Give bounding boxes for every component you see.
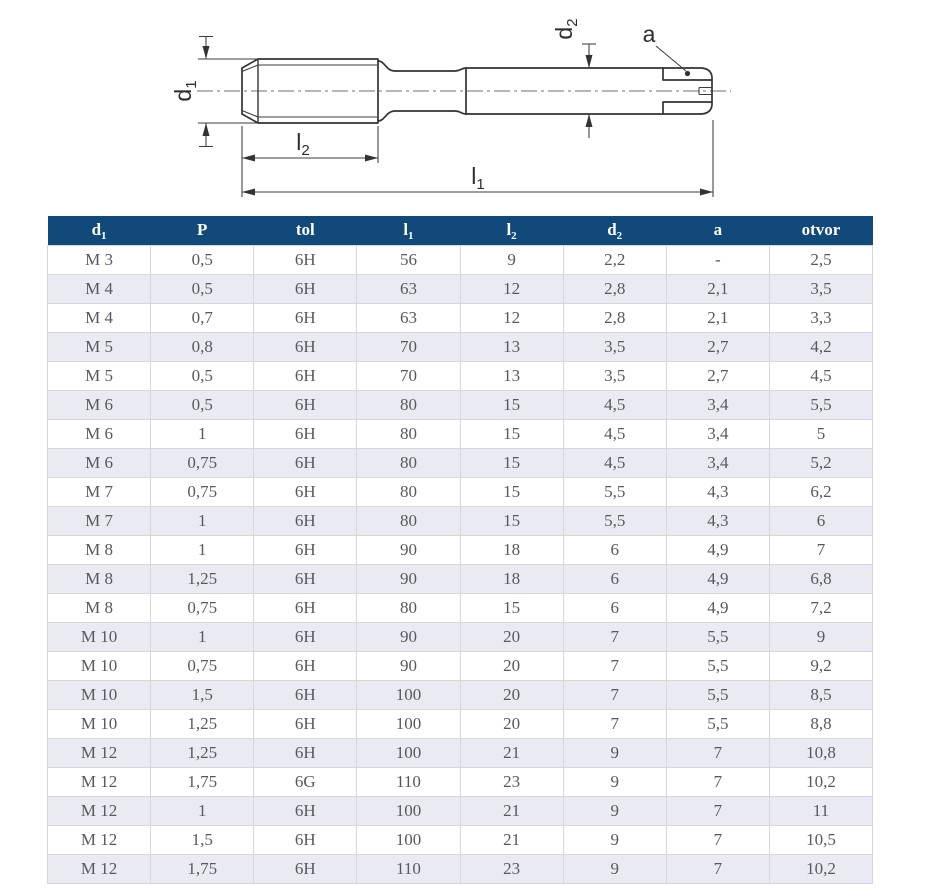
cell-l1: 90 — [357, 536, 460, 565]
header-row — [48, 216, 873, 246]
col-header-l1: $l_1$ — [357, 216, 460, 246]
cell-d1: M 6 — [48, 391, 151, 420]
cell-a: 3,4 — [666, 449, 769, 478]
cell-d2: 3,5 — [563, 362, 666, 391]
table-row — [48, 652, 873, 681]
cell-d1: M 8 — [48, 536, 151, 565]
table-row — [48, 565, 873, 594]
table-row — [48, 478, 873, 507]
label-d1: $d_1$ — [170, 80, 200, 102]
cell-p: 1,25 — [151, 739, 254, 768]
cell-p: 0,7 — [151, 304, 254, 333]
cell-l1: 80 — [357, 507, 460, 536]
cell-tol: 6H — [254, 855, 357, 884]
cell-a: 2,7 — [666, 362, 769, 391]
col-header-d1: $d_1$ — [48, 216, 151, 246]
cell-otvor: 8,5 — [769, 681, 872, 710]
dim-d2 — [551, 18, 596, 138]
cell-d2: 9 — [563, 739, 666, 768]
cell-l1: 100 — [357, 739, 460, 768]
cell-l1: 100 — [357, 826, 460, 855]
cell-d2: 7 — [563, 710, 666, 739]
cell-tol: 6H — [254, 652, 357, 681]
cell-d1: M 12 — [48, 739, 151, 768]
cell-l2: 12 — [460, 304, 563, 333]
cell-d2: 9 — [563, 797, 666, 826]
cell-p: 0,75 — [151, 594, 254, 623]
cell-d2: 7 — [563, 681, 666, 710]
table-row — [48, 246, 873, 275]
cell-tol: 6H — [254, 362, 357, 391]
table-row — [48, 275, 873, 304]
tap-technical-drawing — [0, 0, 925, 212]
col-header-p: P — [151, 216, 254, 246]
cell-a: 5,5 — [666, 623, 769, 652]
cell-otvor: 6,8 — [769, 565, 872, 594]
cell-tol: 6H — [254, 623, 357, 652]
cell-l2: 23 — [460, 768, 563, 797]
cell-p: 1,25 — [151, 710, 254, 739]
cell-d2: 9 — [563, 855, 666, 884]
cell-d2: 6 — [563, 594, 666, 623]
cell-d2: 7 — [563, 652, 666, 681]
cell-d1: M 8 — [48, 594, 151, 623]
cell-otvor: 8,8 — [769, 710, 872, 739]
cell-a: 5,5 — [666, 681, 769, 710]
cell-tol: 6H — [254, 739, 357, 768]
cell-p: 1 — [151, 420, 254, 449]
col-header-a: a — [666, 216, 769, 246]
cell-l1: 100 — [357, 797, 460, 826]
cell-l2: 21 — [460, 739, 563, 768]
cell-l1: 80 — [357, 391, 460, 420]
cell-p: 1,5 — [151, 826, 254, 855]
cell-p: 1 — [151, 797, 254, 826]
cell-a: 4,3 — [666, 478, 769, 507]
cell-l1: 110 — [357, 768, 460, 797]
cell-tol: 6H — [254, 507, 357, 536]
cell-l2: 18 — [460, 536, 563, 565]
cell-d2: 2,8 — [563, 304, 666, 333]
cell-d1: M 5 — [48, 333, 151, 362]
cell-d2: 4,5 — [563, 420, 666, 449]
cell-p: 1,5 — [151, 681, 254, 710]
col-header-otvor: otvor — [769, 216, 872, 246]
cell-l2: 15 — [460, 478, 563, 507]
cell-otvor: 10,2 — [769, 855, 872, 884]
cell-d2: 2,8 — [563, 275, 666, 304]
cell-l2: 23 — [460, 855, 563, 884]
cell-tol: 6H — [254, 536, 357, 565]
cell-otvor: 10,2 — [769, 768, 872, 797]
table-row — [48, 623, 873, 652]
cell-tol: 6G — [254, 768, 357, 797]
cell-tol: 6H — [254, 275, 357, 304]
cell-a: 7 — [666, 768, 769, 797]
table-row — [48, 855, 873, 884]
cell-l2: 15 — [460, 391, 563, 420]
cell-p: 0,8 — [151, 333, 254, 362]
cell-d1: M 12 — [48, 768, 151, 797]
cell-p: 0,75 — [151, 652, 254, 681]
cell-l2: 21 — [460, 826, 563, 855]
cell-l1: 63 — [357, 304, 460, 333]
cell-otvor: 9,2 — [769, 652, 872, 681]
cell-p: 1,25 — [151, 565, 254, 594]
cell-d1: M 3 — [48, 246, 151, 275]
table-row — [48, 420, 873, 449]
cell-a: 7 — [666, 739, 769, 768]
table-row — [48, 449, 873, 478]
table-body — [48, 246, 873, 884]
cell-d2: 6 — [563, 565, 666, 594]
cell-a: - — [666, 246, 769, 275]
cell-a: 7 — [666, 797, 769, 826]
table-row — [48, 826, 873, 855]
cell-otvor: 11 — [769, 797, 872, 826]
leader-dot — [685, 71, 690, 76]
cell-d1: M 5 — [48, 362, 151, 391]
cell-l1: 80 — [357, 420, 460, 449]
cell-otvor: 6,2 — [769, 478, 872, 507]
cell-tol: 6H — [254, 681, 357, 710]
cell-d1: M 12 — [48, 797, 151, 826]
cell-tol: 6H — [254, 304, 357, 333]
cell-a: 5,5 — [666, 710, 769, 739]
cell-a: 7 — [666, 855, 769, 884]
cell-otvor: 9 — [769, 623, 872, 652]
cell-d2: 4,5 — [563, 391, 666, 420]
dim-l2 — [242, 126, 378, 197]
cell-p: 1,75 — [151, 855, 254, 884]
cell-tol: 6H — [254, 565, 357, 594]
spec-table — [47, 216, 873, 884]
cell-p: 0,75 — [151, 449, 254, 478]
cell-l1: 100 — [357, 710, 460, 739]
cell-a: 4,9 — [666, 565, 769, 594]
cell-l1: 70 — [357, 333, 460, 362]
cell-otvor: 10,8 — [769, 739, 872, 768]
label-l1: $l_1$ — [471, 163, 485, 193]
cell-otvor: 7 — [769, 536, 872, 565]
cell-a: 5,5 — [666, 652, 769, 681]
cell-d1: M 10 — [48, 652, 151, 681]
cell-p: 0,5 — [151, 362, 254, 391]
cell-otvor: 5,5 — [769, 391, 872, 420]
table-row — [48, 536, 873, 565]
cell-l2: 15 — [460, 507, 563, 536]
cell-d1: M 6 — [48, 420, 151, 449]
cell-otvor: 4,5 — [769, 362, 872, 391]
cell-tol: 6H — [254, 594, 357, 623]
table-row — [48, 739, 873, 768]
cell-d2: 4,5 — [563, 449, 666, 478]
cell-d1: M 4 — [48, 275, 151, 304]
cell-l1: 56 — [357, 246, 460, 275]
table-row — [48, 391, 873, 420]
cell-d1: M 10 — [48, 710, 151, 739]
cell-otvor: 3,5 — [769, 275, 872, 304]
cell-l1: 110 — [357, 855, 460, 884]
cell-otvor: 5,2 — [769, 449, 872, 478]
cell-d1: M 8 — [48, 565, 151, 594]
cell-d2: 5,5 — [563, 478, 666, 507]
cell-d2: 3,5 — [563, 333, 666, 362]
cell-tol: 6H — [254, 449, 357, 478]
table-row — [48, 594, 873, 623]
cell-a: 4,9 — [666, 594, 769, 623]
col-header-l2: $l_2$ — [460, 216, 563, 246]
cell-l2: 20 — [460, 710, 563, 739]
cell-tol: 6H — [254, 420, 357, 449]
cell-a: 2,7 — [666, 333, 769, 362]
label-l2: $l_2$ — [296, 129, 310, 159]
cell-a: 3,4 — [666, 391, 769, 420]
cell-otvor: 7,2 — [769, 594, 872, 623]
cell-tol: 6H — [254, 391, 357, 420]
cell-l2: 20 — [460, 681, 563, 710]
cell-l1: 90 — [357, 565, 460, 594]
cell-l2: 12 — [460, 275, 563, 304]
cell-d1: M 4 — [48, 304, 151, 333]
cell-tol: 6H — [254, 826, 357, 855]
cell-d1: M 10 — [48, 681, 151, 710]
cell-l1: 90 — [357, 652, 460, 681]
cell-l2: 15 — [460, 594, 563, 623]
cell-d1: M 6 — [48, 449, 151, 478]
cell-a: 4,3 — [666, 507, 769, 536]
cell-l1: 100 — [357, 681, 460, 710]
cell-d1: M 7 — [48, 507, 151, 536]
cell-l2: 21 — [460, 797, 563, 826]
cell-l2: 18 — [460, 565, 563, 594]
cell-p: 0,5 — [151, 275, 254, 304]
cell-tol: 6H — [254, 478, 357, 507]
cell-p: 1,75 — [151, 768, 254, 797]
cell-d2: 7 — [563, 623, 666, 652]
cell-otvor: 5 — [769, 420, 872, 449]
cell-otvor: 3,3 — [769, 304, 872, 333]
cell-d1: M 10 — [48, 623, 151, 652]
table-row — [48, 507, 873, 536]
cell-l2: 15 — [460, 449, 563, 478]
cell-l2: 15 — [460, 420, 563, 449]
cell-d2: 9 — [563, 768, 666, 797]
cell-d2: 2,2 — [563, 246, 666, 275]
cell-p: 1 — [151, 623, 254, 652]
table-row — [48, 710, 873, 739]
cell-l1: 80 — [357, 449, 460, 478]
cell-p: 0,5 — [151, 391, 254, 420]
label-d2: $d_2$ — [551, 18, 581, 40]
cell-l2: 20 — [460, 652, 563, 681]
col-header-d2: $d_2$ — [563, 216, 666, 246]
cell-p: 1 — [151, 507, 254, 536]
cell-l1: 63 — [357, 275, 460, 304]
cell-p: 1 — [151, 536, 254, 565]
cell-p: 0,75 — [151, 478, 254, 507]
cell-l1: 80 — [357, 594, 460, 623]
cell-otvor: 10,5 — [769, 826, 872, 855]
cell-l2: 20 — [460, 623, 563, 652]
cell-tol: 6H — [254, 246, 357, 275]
cell-a: 4,9 — [666, 536, 769, 565]
cell-l1: 80 — [357, 478, 460, 507]
cell-l2: 13 — [460, 333, 563, 362]
cell-d1: M 7 — [48, 478, 151, 507]
cell-otvor: 4,2 — [769, 333, 872, 362]
cell-d2: 9 — [563, 826, 666, 855]
cell-otvor: 6 — [769, 507, 872, 536]
cell-tol: 6H — [254, 710, 357, 739]
table-row — [48, 768, 873, 797]
cell-a: 3,4 — [666, 420, 769, 449]
cell-p: 0,5 — [151, 246, 254, 275]
cell-d1: M 12 — [48, 855, 151, 884]
table-row — [48, 362, 873, 391]
cell-tol: 6H — [254, 333, 357, 362]
table-row — [48, 681, 873, 710]
cell-l2: 13 — [460, 362, 563, 391]
col-header-tol: tol — [254, 216, 357, 246]
cell-d2: 5,5 — [563, 507, 666, 536]
cell-tol: 6H — [254, 797, 357, 826]
cell-l2: 9 — [460, 246, 563, 275]
table-row — [48, 304, 873, 333]
cell-a: 2,1 — [666, 304, 769, 333]
cell-l1: 70 — [357, 362, 460, 391]
cell-otvor: 2,5 — [769, 246, 872, 275]
table-row — [48, 333, 873, 362]
cell-d2: 6 — [563, 536, 666, 565]
table-row — [48, 797, 873, 826]
label-a: a — [642, 21, 656, 47]
cell-l1: 90 — [357, 623, 460, 652]
cell-d1: M 12 — [48, 826, 151, 855]
cell-a: 7 — [666, 826, 769, 855]
cell-a: 2,1 — [666, 275, 769, 304]
